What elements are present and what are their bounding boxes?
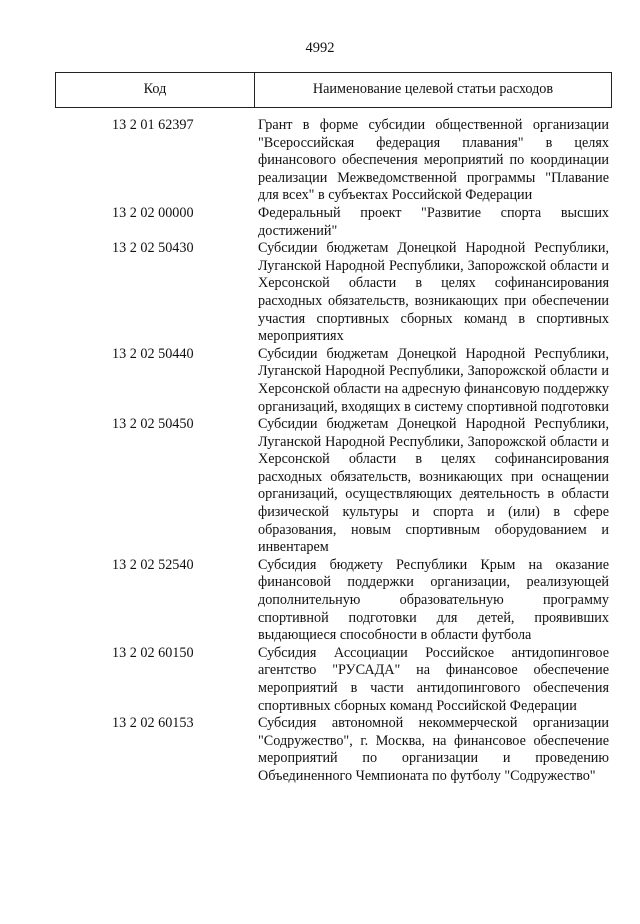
row-name: Субсидия Ассоциации Российское антидопинговое агентство "РУСАДА" на финансовое обеспечение мероприятий в части антидопингового обеспечения спортивных сборных команд Российской Федерации [258, 644, 609, 714]
table-header [55, 72, 612, 108]
row-name: Федеральный проект "Развитие спорта высших достижений" [258, 204, 609, 239]
row-name: Субсидия бюджету Республики Крым на оказание финансовой поддержки организации, реализующей дополнительную образовательную программу спортивной подготовки для детей, проявивших выдающиеся способности в области футбола [258, 556, 609, 644]
table-row [55, 557, 612, 645]
header-code: Код [56, 73, 255, 107]
row-code: 13 2 02 50440 [112, 345, 194, 362]
row-name: Субсидия автономной некоммерческой организации "Содружество", г. Москва, на финансовое обеспечение мероприятий по организации и проведению Объединенного Чемпионата по футболу "Содружество" [258, 715, 609, 784]
row-name: Субсидии бюджетам Донецкой Народной Республики, Луганской Народной Республики, Запорожской области и Херсонской области в целях софинансирования расходных обязательств, возникающих при оснащении организаций, осуществляющих деятельность в области физической культуры и спорта и (или) в сфере образования, новым спортивным оборудованием и инвентарем [258, 416, 609, 556]
table-row [55, 346, 612, 416]
row-code: 13 2 02 50430 [112, 240, 194, 257]
table-body [55, 117, 612, 786]
row-code: 13 2 01 62397 [112, 117, 194, 133]
row-code: 13 2 02 50450 [112, 416, 194, 433]
table-row [55, 240, 612, 346]
row-name: Субсидии бюджетам Донецкой Народной Республики, Луганской Народной Республики, Запорожской области и Херсонской области в целях софинансирования расходных обязательств, возникающих при обеспечении участия спортивных сборных команд в спортивных мероприятиях [258, 240, 609, 345]
row-code: 13 2 02 00000 [112, 204, 194, 221]
row-code: 13 2 02 52540 [112, 556, 194, 573]
header-name: Наименование целевой статьи расходов [312, 81, 554, 98]
table-row [55, 416, 612, 557]
page-number: 4992 [305, 40, 335, 56]
table-row [55, 715, 612, 785]
row-code: 13 2 02 60150 [112, 644, 194, 661]
row-name: Грант в форме субсидии общественной организации "Всероссийская федерация плавания" в целях финансового обеспечения мероприятий по координации реализации Межведомственной программы "Плавание для всех" в субъектах Российской Федерации [258, 117, 609, 204]
row-name: Субсидии бюджетам Донецкой Народной Республики, Луганской Народной Республики, Запорожской области и Херсонской области на адресную финансовую поддержку организаций, входящих в систему спортивной подготовки [258, 345, 610, 415]
row-code: 13 2 02 60153 [112, 715, 194, 732]
table-row [55, 645, 612, 715]
table-row [55, 117, 612, 205]
table-row [55, 205, 612, 240]
